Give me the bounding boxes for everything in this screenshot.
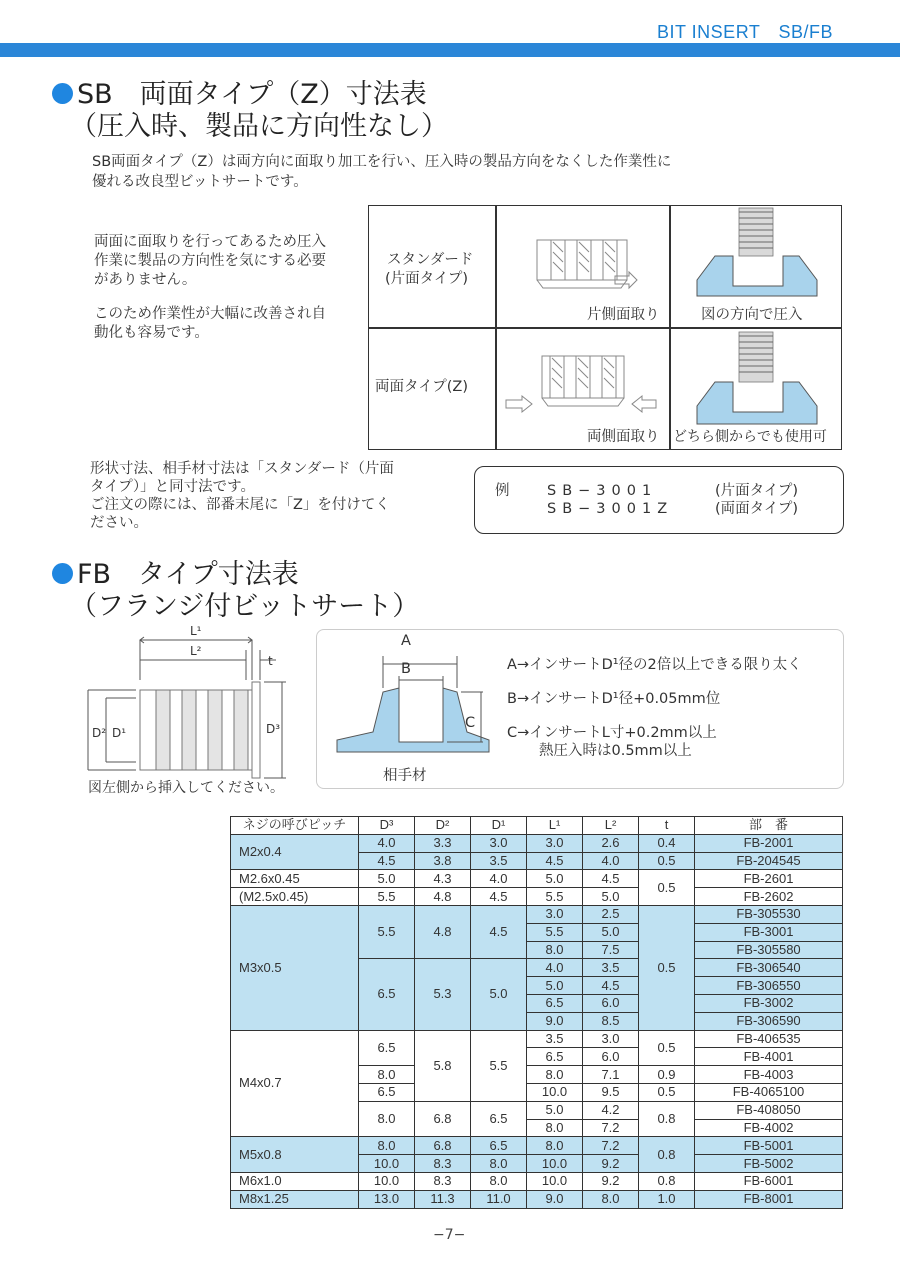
sb-title: SB 両面タイプ（Z）寸法表 (52, 78, 427, 112)
example-label: 例 (495, 483, 510, 499)
mating-material-box (316, 629, 844, 789)
cell: 6.5 (471, 1137, 527, 1155)
cell: 6.8 (415, 1137, 471, 1155)
header-cell: L¹ (527, 817, 583, 835)
caption-double-chamfer: 両側面取り (587, 429, 660, 445)
bullet-icon (52, 563, 73, 584)
cell: 6.5 (359, 1030, 415, 1066)
cell: 5.5 (359, 905, 415, 958)
cell: 10.0 (527, 1155, 583, 1173)
cell: 4.0 (359, 834, 415, 852)
cell: 7.2 (583, 1119, 639, 1137)
cell: 11.0 (471, 1190, 527, 1208)
part-number: FB-306550 (695, 977, 843, 995)
cell: 8.0 (527, 1066, 583, 1084)
press-fit-diagram-standard (687, 206, 827, 306)
cell: 6.8 (415, 1101, 471, 1137)
cell: 8.0 (359, 1137, 415, 1155)
cell: 8.0 (527, 941, 583, 959)
header-title: BIT INSERT SB/FB (657, 22, 834, 42)
cell: 9.0 (527, 1012, 583, 1030)
thread-size-alt: (M2.5x0.45) (231, 888, 359, 906)
cell: 9.5 (583, 1083, 639, 1101)
cell: 10.0 (359, 1155, 415, 1173)
note-b: B→インサートD¹径+0.05mm位 (507, 691, 721, 707)
part-number: FB-4065100 (695, 1083, 843, 1101)
cell: 3.0 (527, 834, 583, 852)
table-row (231, 1030, 843, 1048)
cell: 8.0 (527, 1119, 583, 1137)
cell: 6.5 (527, 1048, 583, 1066)
part-number: FB-204545 (695, 852, 843, 870)
caption-press-direction: 図の方向で圧入 (701, 307, 803, 323)
cell: 0.9 (639, 1066, 695, 1084)
cell: 3.0 (527, 905, 583, 923)
cell: 4.0 (471, 870, 527, 888)
thread-size: M3x0.5 (231, 905, 359, 1030)
cell: 8.0 (471, 1172, 527, 1190)
cell: 5.5 (471, 1030, 527, 1101)
dim-l2: L² (190, 644, 202, 658)
cell: 10.0 (527, 1172, 583, 1190)
table-row (231, 905, 843, 923)
part-number: FB-5002 (695, 1155, 843, 1173)
table-row (231, 834, 843, 852)
dim-a: A (401, 633, 411, 649)
thread-size: M6x1.0 (231, 1172, 359, 1190)
caption-single-chamfer: 片側面取り (587, 307, 660, 323)
thread-size: M4x0.7 (231, 1030, 359, 1137)
part-number: FB-5001 (695, 1137, 843, 1155)
header-cell: L² (583, 817, 639, 835)
example-code-single: SB−3001 (547, 483, 658, 499)
header-cell: 部 番 (695, 817, 843, 835)
cell: 10.0 (359, 1172, 415, 1190)
sb-left-text3: がありません。 (94, 272, 197, 288)
sb-note3: ご注文の際には、部番末尾に「Z」を付けてく (90, 497, 390, 513)
part-number: FB-2601 (695, 870, 843, 888)
cell: 8.3 (415, 1155, 471, 1173)
example-type-single: (片面タイプ) (715, 483, 799, 499)
example-type-double: (両面タイプ) (715, 501, 799, 517)
cell: 3.0 (583, 1030, 639, 1048)
cell: 5.0 (583, 888, 639, 906)
cell: 4.5 (471, 905, 527, 958)
part-number: FB-306540 (695, 959, 843, 977)
cell: 5.0 (527, 977, 583, 995)
sb-subtitle: （圧入時、製品に方向性なし） (70, 111, 448, 142)
cell: 5.3 (415, 959, 471, 1030)
part-number: FB-4003 (695, 1066, 843, 1084)
sb-left-text4: このため作業性が大幅に改善され自 (94, 306, 326, 322)
note-a: A→インサートD¹径の2倍以上できる限り太く (507, 657, 802, 673)
example-box (474, 466, 844, 534)
page-number: −7− (433, 1227, 466, 1243)
sb-desc-line1: SB両面タイプ（Z）は両方向に面取り加工を行い、圧入時の製品方向をなくした作業性に (92, 154, 672, 170)
header-cell: D¹ (471, 817, 527, 835)
cell: 7.2 (583, 1137, 639, 1155)
thread-size: M2.6x0.45 (231, 870, 359, 888)
cell: 4.2 (583, 1101, 639, 1119)
sb-note1: 形状寸法、相手材寸法は「スタンダード（片面 (90, 461, 394, 477)
cell: 0.8 (639, 1172, 695, 1190)
dim-d2: D² (92, 726, 107, 740)
cell: 8.3 (415, 1172, 471, 1190)
caption-either-side: どちら側からでも使用可 (673, 429, 827, 445)
double-label: 両面タイプ(Z) (375, 379, 469, 395)
fb-subtitle: （フランジ付ビットサート） (70, 591, 420, 622)
part-number: FB-2001 (695, 834, 843, 852)
sb-left-text1: 両面に面取りを行ってあるため圧入 (94, 234, 326, 250)
cell: 4.5 (359, 852, 415, 870)
header-cell: t (639, 817, 695, 835)
part-number: FB-8001 (695, 1190, 843, 1208)
dim-t: t (268, 654, 273, 668)
standard-label: スタンダード (387, 252, 474, 268)
header-cell: ネジの呼びピッチ (231, 817, 359, 835)
standard-sublabel: (片面タイプ) (385, 271, 469, 287)
cell: 1.0 (639, 1190, 695, 1208)
cell: 8.0 (527, 1137, 583, 1155)
part-number: FB-305580 (695, 941, 843, 959)
cell: 0.5 (639, 1083, 695, 1101)
cell: 5.0 (359, 870, 415, 888)
cell: 0.5 (639, 905, 695, 1030)
cell: 6.5 (359, 959, 415, 1030)
cell: 7.5 (583, 941, 639, 959)
dim-b: B (401, 661, 411, 677)
cell: 6.5 (359, 1083, 415, 1101)
sb-desc-line2: 優れる改良型ビットサートです。 (92, 174, 308, 190)
cell: 0.8 (639, 1137, 695, 1173)
cell: 5.5 (527, 923, 583, 941)
cell: 6.5 (471, 1101, 527, 1137)
cell: 6.5 (527, 994, 583, 1012)
cell: 4.0 (527, 959, 583, 977)
cell: 0.5 (639, 852, 695, 870)
cell: 8.0 (359, 1066, 415, 1084)
part-number: FB-3002 (695, 994, 843, 1012)
cell: 4.8 (415, 888, 471, 906)
table-row (231, 1190, 843, 1208)
cell: 2.5 (583, 905, 639, 923)
dim-d3: D³ (266, 722, 281, 736)
table-row (231, 1172, 843, 1190)
cell: 8.0 (583, 1190, 639, 1208)
cell: 3.3 (415, 834, 471, 852)
cell: 5.0 (471, 959, 527, 1030)
cell: 3.8 (415, 852, 471, 870)
comparison-box (368, 205, 842, 450)
header-cell: D³ (359, 817, 415, 835)
cell: 10.0 (527, 1083, 583, 1101)
header-bar (0, 43, 900, 57)
cell: 5.8 (415, 1030, 471, 1101)
cell: 5.0 (583, 923, 639, 941)
fb-title: FB タイプ寸法表 (52, 558, 299, 592)
header-cell: D² (415, 817, 471, 835)
cell: 4.3 (415, 870, 471, 888)
part-number: FB-406535 (695, 1030, 843, 1048)
mating-material-label: 相手材 (383, 768, 427, 784)
cell: 4.8 (415, 905, 471, 958)
part-number: FB-408050 (695, 1101, 843, 1119)
thread-size: M8x1.25 (231, 1190, 359, 1208)
cell: 0.4 (639, 834, 695, 852)
fb-dimension-table (230, 816, 843, 1209)
cell: 5.5 (359, 888, 415, 906)
part-number: FB-2602 (695, 888, 843, 906)
part-number: FB-3001 (695, 923, 843, 941)
press-fit-diagram-double (687, 328, 827, 428)
note-c: C→インサートL寸+0.2mm以上 (507, 725, 717, 741)
cell: 3.5 (527, 1030, 583, 1048)
part-number: FB-4001 (695, 1048, 843, 1066)
dim-c: C (465, 715, 476, 731)
cell: 4.5 (471, 888, 527, 906)
thread-size: M5x0.8 (231, 1137, 359, 1173)
cell: 3.5 (583, 959, 639, 977)
table-row (231, 1137, 843, 1155)
part-number: FB-6001 (695, 1172, 843, 1190)
cell: 5.0 (527, 1101, 583, 1119)
fb-insert-caption: 図左側から挿入してください。 (88, 780, 284, 796)
part-number: FB-305530 (695, 905, 843, 923)
cell: 5.5 (527, 888, 583, 906)
dim-d1: D¹ (112, 726, 127, 740)
table-header-row (231, 817, 843, 835)
cell: 9.2 (583, 1155, 639, 1173)
sb-note2: タイプ）」と同寸法です。 (90, 479, 256, 495)
bullet-icon (52, 83, 73, 104)
cell: 5.0 (527, 870, 583, 888)
cell: 0.5 (639, 870, 695, 906)
cell: 0.8 (639, 1101, 695, 1137)
note-c-heat: 熱圧入時は0.5mm以上 (539, 743, 692, 759)
cell: 11.3 (415, 1190, 471, 1208)
dim-l1: L¹ (190, 624, 202, 638)
sb-note4: ださい。 (90, 515, 148, 531)
part-number: FB-306590 (695, 1012, 843, 1030)
part-number: FB-4002 (695, 1119, 843, 1137)
example-code-double: SB−3001Z (547, 501, 674, 517)
mating-material-diagram (333, 640, 493, 770)
cell: 0.5 (639, 1030, 695, 1066)
cell: 4.5 (527, 852, 583, 870)
cell: 6.0 (583, 1048, 639, 1066)
cell: 13.0 (359, 1190, 415, 1208)
table-row (231, 888, 843, 906)
table-row (231, 870, 843, 888)
cell: 4.5 (583, 977, 639, 995)
cell: 4.0 (583, 852, 639, 870)
single-chamfer-insert-drawing (529, 228, 639, 300)
cell: 9.0 (527, 1190, 583, 1208)
cell: 8.0 (359, 1101, 415, 1137)
cell: 3.5 (471, 852, 527, 870)
sb-left-text5: 動化も容易です。 (94, 325, 209, 341)
cell: 3.0 (471, 834, 527, 852)
cell: 6.0 (583, 994, 639, 1012)
double-chamfer-insert-drawing (504, 348, 664, 420)
cell: 4.5 (583, 870, 639, 888)
cell: 9.2 (583, 1172, 639, 1190)
cell: 7.1 (583, 1066, 639, 1084)
cell: 8.5 (583, 1012, 639, 1030)
cell: 2.6 (583, 834, 639, 852)
sb-left-text2: 作業に製品の方向性を気にする必要 (94, 253, 326, 269)
thread-size: M2x0.4 (231, 834, 359, 870)
cell: 8.0 (471, 1155, 527, 1173)
